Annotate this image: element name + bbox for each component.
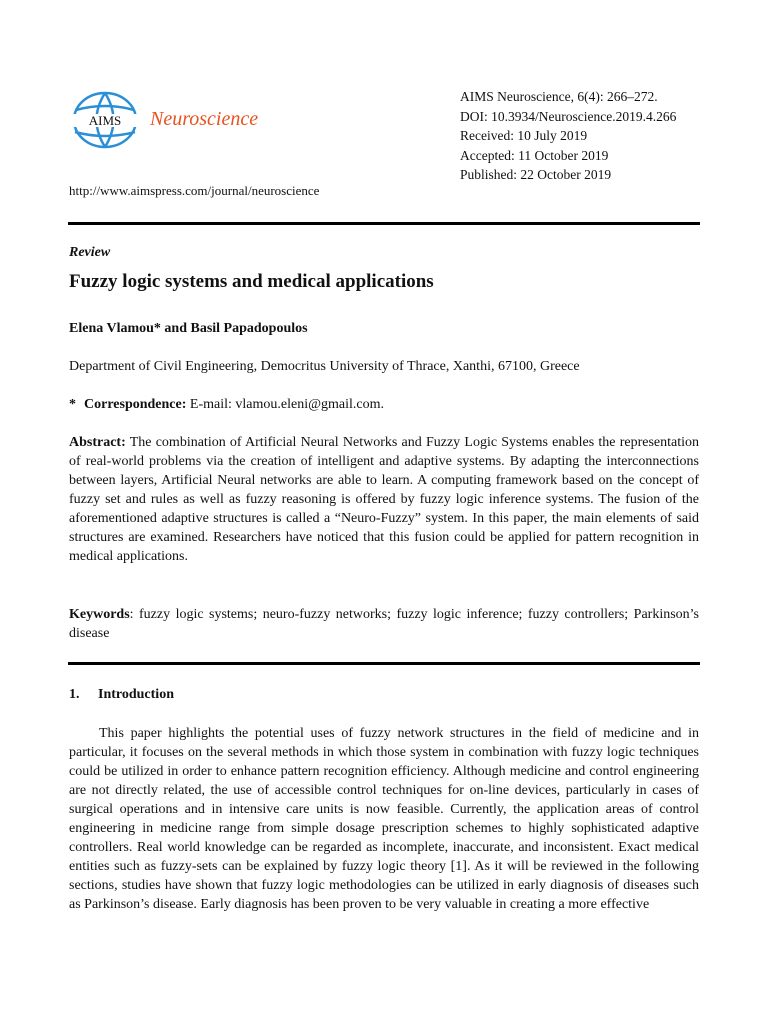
journal-name: Neuroscience (150, 108, 259, 130)
article-type: Review (69, 245, 111, 260)
keywords (69, 605, 699, 643)
article-metadata (460, 87, 676, 185)
aims-logo (70, 90, 140, 150)
section-number: 1. (69, 687, 80, 702)
article-title: Fuzzy logic systems and medical applications (69, 271, 434, 292)
introduction-heading (69, 687, 174, 703)
accepted-date: Accepted: 11 October 2019 (460, 147, 609, 163)
correspondence-email: E-mail: vlamou.eleni@gmail.com. (186, 397, 384, 412)
journal-url[interactable]: http://www.aimspress.com/journal/neuroscience (69, 183, 320, 198)
author-affiliation: Department of Civil Engineering, Democritus University of Thrace, Xanthi, 67100, Greece (69, 359, 580, 374)
published-date: Published: 22 October 2019 (460, 167, 612, 182)
keywords-text: : fuzzy logic systems; neuro-fuzzy networks; fuzzy logic inference; fuzzy controllers; Parkinson’s disease (69, 607, 699, 641)
section-title: Introduction (98, 687, 174, 702)
abstract-text: The combination of Artificial Neural Networks and Fuzzy Logic Systems enables the representation of real-world problems via the creation of intelligent and adaptive systems. By adapting the interconnections between layers, Artificial Neural networks are able to learn. A computing framework based on the concept of fuzzy set and rules as well as fuzzy reasoning is offered by fuzzy logic inference systems. The fusion of the aforementioned adaptive structures is called a “Neuro-Fuzzy” system. In this paper, the main elements of said structures are examined. Researchers have noticed that this fusion could be applied for pattern recognition in medical applications. (69, 435, 699, 564)
doi: DOI: 10.3934/Neuroscience.2019.4.266 (460, 108, 677, 124)
logo-text: AIMS (88, 113, 122, 128)
top-divider (68, 222, 700, 225)
bottom-divider (68, 662, 700, 665)
abstract-label: Abstract: (69, 435, 126, 450)
keywords-label: Keywords (69, 607, 130, 622)
correspondence-star: * (69, 397, 76, 412)
correspondence-label: Correspondence: (84, 397, 187, 412)
article-authors: Elena Vlamou* and Basil Papadopoulos (69, 321, 308, 336)
abstract (69, 433, 699, 566)
correspondence (69, 397, 384, 413)
introduction-body: This paper highlights the potential uses of fuzzy network structures in the field of medicine and in particular, it focuses on the several methods in which those system in combination with fuzzy logic techniques could be utilized in order to enhance pattern recognition efficiency. Although medicine and control engineering are not directly related, the use of accessible control techniques for on-line devices, particularly in cases of surgical operations and in intensive care units is now feasible. Currently, the application areas of control engineering in medicine range from simple dosage prescription schemes to highly sophisticated adaptive controllers. Real world knowledge can be regarded as incomplete, inaccurate, and inconsistent. Exact medical entities such as fuzzy-sets can be explained by fuzzy logic theory [1]. As it will be reviewed in the following sections, studies have shown that fuzzy logic methodologies can be utilized in early diagnosis of diseases such as Parkinson’s disease. Early diagnosis has been proven to be very valuable in creating a more effective (69, 726, 699, 912)
citation: AIMS Neuroscience, 6(4): 266–272. (460, 89, 658, 104)
aims-globe-icon (70, 90, 140, 150)
received-date: Received: 10 July 2019 (460, 128, 588, 143)
